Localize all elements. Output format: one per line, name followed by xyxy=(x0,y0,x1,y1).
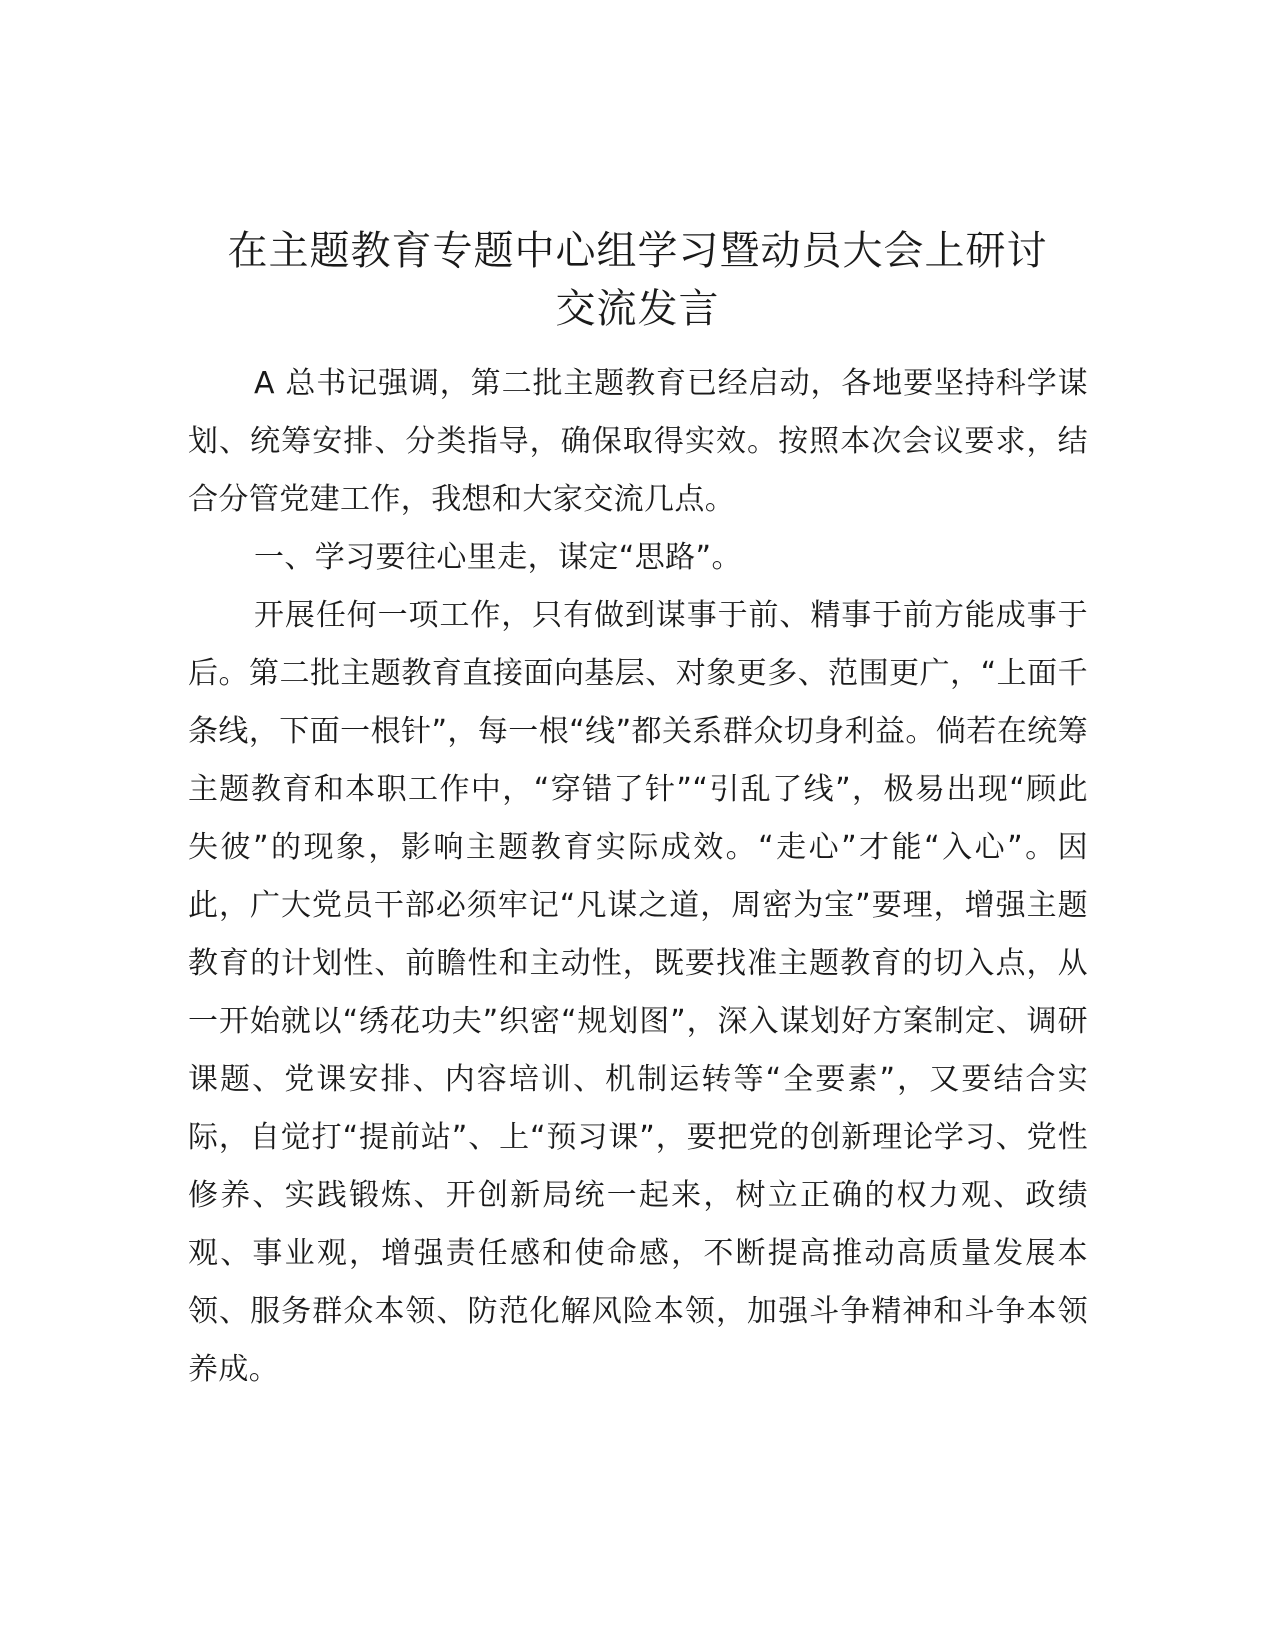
document-body xyxy=(188,355,1088,1399)
title-line-2: 交流发言 xyxy=(555,286,720,332)
title-line-1: 在主题教育专题中心组学习暨动员大会上研讨 xyxy=(227,228,1048,274)
paragraph-section-1: 开展任何一项工作，只有做到谋事于前、精事于前方能成事于后。第二批主题教育直接面向基层、对象更多、范围更广，“上面千条线，下面一根针”，每一根“线”都关系群众切身利益。倘若在统筹主题教育和本职工作中，“穿错了针”“引乱了线”，极易出现“顾此失彼”的现象，影响主题教育实际成效。“走心”才能“入心”。因此，广大党员干部必须牢记“凡谋之道，周密为宝”要理，增强主题教育的计划性、前瞻性和主动性，既要找准主题教育的切入点，从一开始就以“绣花功夫”织密“规划图”，深入谋划好方案制定、调研课题、党课安排、内容培训、机制运转等“全要素”，又要结合实际，自觉打“提前站”、上“预习课”，要把党的创新理论学习、党性修养、实践锻炼、开创新局统一起来，树立正确的权力观、政绩观、事业观，增强责任感和使命感，不断提高推动高质量发展本领、服务群众本领、防范化解风险本领，加强斗争精神和斗争本领养成。 xyxy=(188,598,1088,1387)
paragraph-intro: A 总书记强调，第二批主题教育已经启动，各地要坚持科学谋划、统筹安排、分类指导，确保取得实效。按照本次会议要求，结合分管党建工作，我想和大家交流几点。 xyxy=(188,366,1088,517)
document-title xyxy=(160,222,1115,338)
section-heading-1: 一、学习要往心里走，谋定“思路”。 xyxy=(254,540,742,575)
